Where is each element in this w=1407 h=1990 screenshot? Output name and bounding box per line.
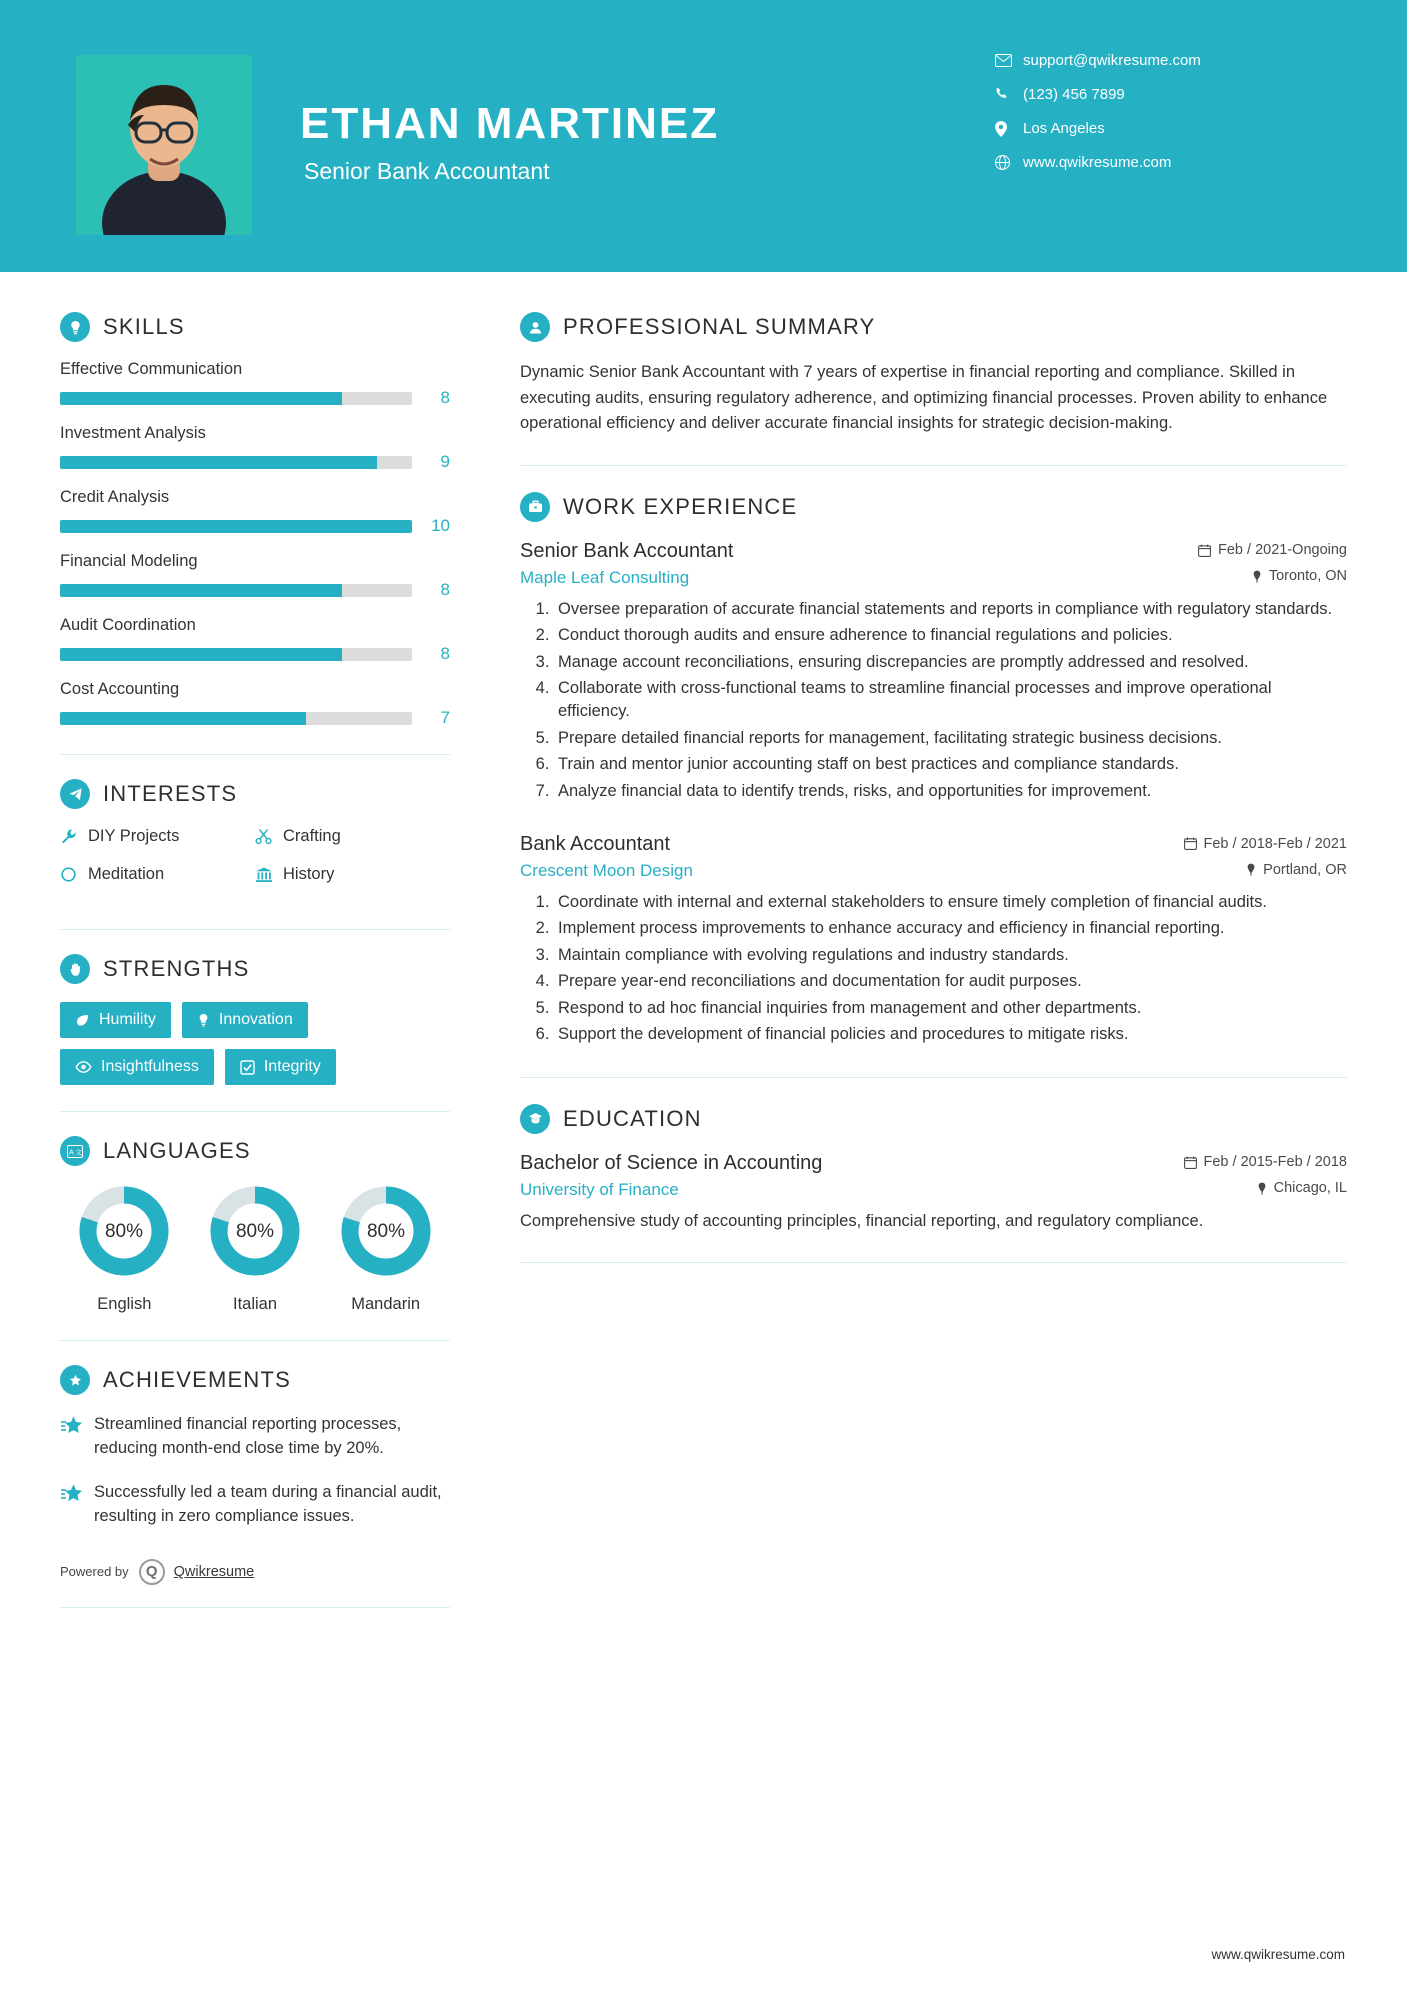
check-square-icon <box>240 1060 255 1075</box>
language-label: Mandarin <box>351 1295 421 1313</box>
pin-icon <box>1252 570 1262 583</box>
skill-bar-fill <box>60 648 342 661</box>
interest-label: DIY Projects <box>88 827 180 845</box>
leaf-icon <box>75 1013 90 1028</box>
education-heading-row <box>520 1104 1347 1134</box>
strength-label: Integrity <box>263 1058 321 1075</box>
skill-value: 7 <box>440 708 450 727</box>
achievements-heading: ACHIEVEMENTS <box>103 1367 291 1392</box>
education-school: University of Finance <box>520 1179 679 1199</box>
powered-by-label: Powered by <box>60 1564 129 1580</box>
job-dates-text: Feb / 2018-Feb / 2021 <box>1203 835 1347 852</box>
job-role: Bank Accountant <box>520 833 671 856</box>
skill-label: Audit Coordination <box>60 616 196 634</box>
job-location-text: Toronto, ON <box>1268 568 1347 585</box>
contact-website-text: www.qwikresume.com <box>1023 154 1172 171</box>
svg-text:80%: 80% <box>235 1221 275 1242</box>
qwikresume-logo-icon: Q <box>139 1559 165 1585</box>
job-bullet: 6. Train and mentor junior accounting staff on best practices and compliance standards. <box>554 753 1347 776</box>
paper-plane-icon <box>60 779 90 809</box>
achievement-text: Streamlined financial reporting processes, reducing month-end close time by 20%. <box>94 1415 402 1457</box>
calendar-icon <box>1184 837 1197 850</box>
interest-item <box>60 827 255 846</box>
eye-icon <box>75 1061 92 1073</box>
skill-value: 8 <box>440 388 450 407</box>
contact-location <box>995 120 1315 137</box>
scissors-icon <box>255 828 283 845</box>
skill-bar-row <box>60 580 450 600</box>
bank-icon <box>255 866 283 883</box>
mail-icon <box>995 54 1023 67</box>
job-entry <box>520 833 1347 1047</box>
svg-text:80%: 80% <box>366 1221 405 1242</box>
job-dates <box>1198 542 1347 558</box>
user-icon <box>520 312 550 342</box>
strength-label: Humility <box>99 1011 156 1028</box>
job-location-text: Portland, OR <box>1263 861 1347 878</box>
star-badge-icon <box>60 1365 90 1395</box>
divider <box>60 1340 450 1341</box>
education-location <box>1257 1180 1347 1196</box>
summary-heading-row <box>520 312 1347 342</box>
job-bullet: 3. Manage account reconciliations, ensuring discrepancies are promptly addressed and resolved. <box>554 651 1347 674</box>
job-subheader <box>520 861 1347 881</box>
contact-website[interactable] <box>995 154 1315 171</box>
interest-label: Crafting <box>283 827 341 845</box>
language-label: Italian <box>232 1295 278 1313</box>
powered-by-brand[interactable]: Qwikresume <box>173 1563 255 1580</box>
strengths-heading-row <box>60 954 450 984</box>
skill-bar-row <box>60 452 450 472</box>
skill-label: Cost Accounting <box>60 680 180 698</box>
star-icon <box>60 1413 94 1461</box>
contact-phone[interactable] <box>995 86 1315 103</box>
job-bullet: 6. Support the development of financial policies and procedures to mitigate risks. <box>554 1023 1347 1046</box>
job-bullet: 5. Prepare detailed financial reports for management, facilitating strategic business decisions. <box>554 727 1347 750</box>
language-item <box>321 1184 450 1314</box>
translate-icon <box>60 1136 90 1166</box>
education-dates-text: Feb / 2015-Feb / 2018 <box>1203 1154 1347 1171</box>
strength-label: Insightfulness <box>101 1058 199 1075</box>
strength-chip <box>60 1049 214 1085</box>
education-description: Comprehensive study of accounting principles, financial reporting, and regulatory compliance. <box>520 1211 1204 1230</box>
pin-icon <box>1257 1182 1267 1195</box>
interest-item <box>255 827 450 846</box>
job-entry <box>520 540 1347 803</box>
job-bullet: 7. Analyze financial data to identify trends, risks, and opportunities for improvement. <box>554 780 1347 803</box>
job-location <box>1252 568 1347 584</box>
bulb-icon <box>197 1013 210 1028</box>
contact-phone-text: (123) 456 7899 <box>1023 86 1125 103</box>
skill-label: Credit Analysis <box>60 488 170 506</box>
job-bullet: 3. Maintain compliance with evolving regulations and industry standards. <box>554 944 1347 967</box>
divider <box>60 1607 450 1608</box>
skill-item <box>60 616 450 664</box>
contact-location-text: Los Angeles <box>1023 120 1105 137</box>
education-degree: Bachelor of Science in Accounting <box>520 1151 823 1174</box>
wrench-icon <box>60 828 88 845</box>
language-donut <box>339 1184 433 1278</box>
languages-heading: LANGUAGES <box>103 1138 251 1163</box>
star-icon <box>60 1481 94 1529</box>
job-bullets <box>520 598 1347 803</box>
resume-header <box>0 0 1407 272</box>
job-subheader <box>520 568 1347 588</box>
svg-text:A: A <box>69 1149 74 1156</box>
language-label: English <box>97 1295 152 1313</box>
skill-item <box>60 360 450 408</box>
achievement-item <box>60 1413 450 1461</box>
job-bullet: 5. Respond to ad hoc financial inquiries from management and other departments. <box>554 997 1347 1020</box>
calendar-icon <box>1184 1156 1197 1169</box>
interest-label: Meditation <box>88 865 165 883</box>
resume-body <box>0 272 1407 1608</box>
graduation-icon <box>520 1104 550 1134</box>
divider <box>60 929 450 930</box>
job-bullet: 2. Conduct thorough audits and ensure adherence to financial regulations and policies. <box>554 624 1347 647</box>
education-entry <box>520 1152 1347 1234</box>
strength-chip <box>225 1049 336 1085</box>
work-heading: WORK EXPERIENCE <box>563 493 798 519</box>
skill-bar-track <box>60 648 412 661</box>
divider <box>60 754 450 755</box>
education-heading: EDUCATION <box>563 1105 702 1131</box>
interests-list <box>60 827 450 903</box>
skill-value: 8 <box>440 644 450 663</box>
achievements-heading-row <box>60 1365 450 1395</box>
languages-heading-row <box>60 1136 450 1166</box>
job-bullet: 1. Coordinate with internal and external stakeholders to ensure timely completion of financial audits. <box>554 891 1347 914</box>
contact-email[interactable] <box>995 52 1315 69</box>
skill-value: 10 <box>431 516 450 535</box>
section-summary <box>520 312 1347 437</box>
skills-heading: SKILLS <box>103 314 185 339</box>
skill-bar-fill <box>60 392 342 405</box>
circle-icon <box>60 866 88 883</box>
skill-bar-track <box>60 712 412 725</box>
section-education <box>520 1104 1347 1234</box>
skills-heading-row <box>60 312 450 342</box>
strength-chip <box>60 1002 171 1038</box>
skill-value: 9 <box>440 452 450 471</box>
summary-text: Dynamic Senior Bank Accountant with 7 years of expertise in financial reporting and compliance. Skilled in executing audits, ensuring regulatory adherence, and optimizing financial processes. Proven ability to enhance operational efficiency and deliver accurate financial insights for strategic decision-making. <box>520 363 1328 433</box>
strengths-heading: STRENGTHS <box>103 956 250 981</box>
section-strengths <box>60 954 450 1085</box>
interest-label: History <box>283 865 335 883</box>
work-heading-row <box>520 492 1347 522</box>
powered-by <box>60 1553 450 1585</box>
contact-email-text: support@qwikresume.com <box>1023 52 1201 69</box>
footer-url: www.qwikresume.com <box>1211 1947 1345 1962</box>
skill-bar-track <box>60 584 412 597</box>
strengths-list <box>60 1002 450 1085</box>
skill-bar-row <box>60 516 450 536</box>
job-dates-text: Feb / 2021-Ongoing <box>1218 542 1347 559</box>
education-location-text: Chicago, IL <box>1273 1180 1347 1197</box>
skill-label: Effective Communication <box>60 360 243 378</box>
interests-heading-row <box>60 779 450 809</box>
section-languages <box>60 1136 450 1314</box>
skill-bar-track <box>60 456 412 469</box>
globe-icon <box>995 155 1023 170</box>
skill-bar-track <box>60 520 412 533</box>
briefcase-icon <box>520 492 550 522</box>
skill-item <box>60 424 450 472</box>
skill-item <box>60 552 450 600</box>
strength-label: Innovation <box>218 1011 293 1028</box>
section-interests <box>60 779 450 903</box>
language-item <box>191 1184 320 1314</box>
achievement-text: Successfully led a team during a financial audit, resulting in zero compliance issues. <box>94 1482 442 1525</box>
skill-bar-row <box>60 644 450 664</box>
language-donut <box>77 1184 171 1278</box>
education-dates <box>1184 1154 1348 1170</box>
location-icon <box>995 121 1023 137</box>
job-header <box>520 540 1347 563</box>
name-block <box>300 100 719 185</box>
right-column <box>500 272 1407 1608</box>
job-bullet: 2. Implement process improvements to enhance accuracy and efficiency in financial reporting. <box>554 917 1347 940</box>
job-company: Crescent Moon Design <box>520 861 693 881</box>
calendar-icon <box>1198 544 1211 557</box>
interests-heading: INTERESTS <box>103 781 238 806</box>
left-column <box>0 272 500 1608</box>
skill-bar-fill <box>60 456 377 469</box>
job-bullet: 4. Prepare year-end reconciliations and documentation for audit purposes. <box>554 970 1347 993</box>
contact-list <box>995 52 1315 188</box>
section-skills <box>60 312 450 728</box>
language-donut <box>208 1184 302 1278</box>
education-header <box>520 1152 1347 1175</box>
divider <box>520 465 1347 466</box>
divider <box>520 1077 1347 1078</box>
interest-item <box>255 865 450 884</box>
job-company: Maple Leaf Consulting <box>520 567 690 587</box>
hand-icon <box>60 954 90 984</box>
job-header <box>520 833 1347 856</box>
job-role: Senior Bank Accountant <box>520 539 734 562</box>
languages-list <box>60 1184 450 1314</box>
skill-bar-row <box>60 708 450 728</box>
language-item <box>60 1184 189 1314</box>
job-location <box>1246 862 1347 878</box>
job-bullet: 1. Oversee preparation of accurate financial statements and reports in compliance with regulatory standards. <box>554 598 1347 621</box>
skill-label: Financial Modeling <box>60 552 198 570</box>
skill-bar-row <box>60 388 450 408</box>
education-list <box>520 1152 1347 1234</box>
skill-bar-fill <box>60 520 412 533</box>
education-subheader <box>520 1180 1347 1200</box>
achievement-item <box>60 1481 450 1529</box>
skill-value: 8 <box>440 580 450 599</box>
skill-item <box>60 488 450 536</box>
divider <box>520 1262 1347 1263</box>
pin-icon <box>1246 863 1256 876</box>
svg-text:文: 文 <box>75 1149 82 1156</box>
skill-label: Investment Analysis <box>60 424 206 442</box>
section-achievements <box>60 1365 450 1529</box>
header-job-title: Senior Bank Accountant <box>304 158 550 185</box>
job-bullets <box>520 891 1347 1047</box>
page-title: ETHAN MARTINEZ <box>300 99 720 148</box>
skill-bar-fill <box>60 584 342 597</box>
skill-bar-fill <box>60 712 306 725</box>
section-work-experience <box>520 492 1347 1047</box>
achievements-list <box>60 1413 450 1529</box>
strength-chip <box>182 1002 308 1038</box>
svg-text:80%: 80% <box>105 1221 144 1242</box>
avatar <box>76 55 252 235</box>
interest-item <box>60 865 255 884</box>
skill-item <box>60 680 450 728</box>
skills-list <box>60 360 450 728</box>
skill-bar-track <box>60 392 412 405</box>
job-dates <box>1184 836 1348 852</box>
phone-icon <box>995 87 1023 102</box>
bulb-icon <box>60 312 90 342</box>
divider <box>60 1111 450 1112</box>
summary-heading: PROFESSIONAL SUMMARY <box>563 314 876 339</box>
jobs-list <box>520 540 1347 1047</box>
job-bullet: 4. Collaborate with cross-functional teams to streamline financial processes and improve operational efficiency. <box>554 677 1347 724</box>
